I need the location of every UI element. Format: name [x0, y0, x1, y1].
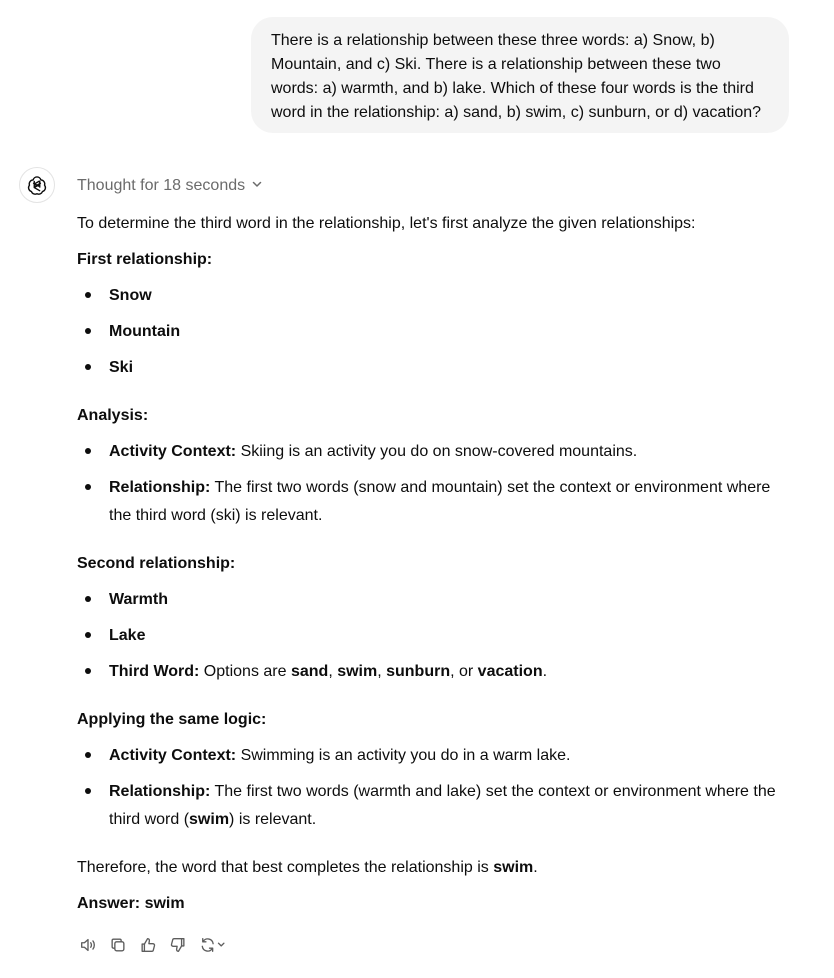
- list-item: [77, 778, 789, 834]
- message-actions-toolbar: [77, 932, 231, 958]
- copy-icon[interactable]: [107, 933, 129, 957]
- list-item: [77, 438, 789, 466]
- regenerate-icon[interactable]: [197, 933, 231, 957]
- list-item-text: Warmth: [109, 591, 168, 608]
- conclusion-text: [77, 856, 538, 880]
- list-item: [77, 742, 789, 770]
- list-item-text: The first two words (warmth and lake) set the context or environment where the third word (: [109, 783, 776, 828]
- apply-heading: Applying the same logic:: [77, 711, 267, 728]
- list-item-label: Activity Context:: [109, 443, 237, 460]
- list-item-bold: swim: [189, 811, 230, 828]
- list-item-label: Relationship:: [109, 783, 211, 800]
- list-item-text: Options are: [199, 663, 291, 680]
- openai-logo-icon: [19, 167, 55, 203]
- list-item-label: Relationship:: [109, 479, 211, 496]
- chevron-down-icon: [251, 174, 263, 198]
- list-item: [77, 282, 789, 310]
- thumbs-down-icon[interactable]: [167, 933, 189, 957]
- option-sand: sand: [290, 663, 329, 680]
- list-item-text: ) is relevant.: [229, 811, 317, 828]
- first-relationship-heading: First relationship:: [77, 251, 213, 268]
- second-relationship-heading: Second relationship:: [77, 555, 236, 572]
- separator: , or: [450, 663, 478, 680]
- separator: ,: [377, 663, 387, 680]
- list-item-text: Snow: [109, 287, 152, 304]
- thought-label: Thought for 18 seconds: [77, 177, 246, 194]
- list-item-text: Ski: [109, 359, 134, 376]
- conclusion-after: .: [533, 859, 538, 876]
- option-vacation: vacation: [477, 663, 543, 680]
- speaker-icon[interactable]: [77, 933, 99, 957]
- user-message-bubble: [251, 17, 789, 133]
- intro-text: To determine the third word in the relationship, let's first analyze the given relationships:: [77, 215, 696, 232]
- analysis-heading: Analysis:: [77, 407, 149, 424]
- separator: .: [542, 663, 548, 680]
- list-item: [77, 474, 789, 530]
- separator: ,: [328, 663, 338, 680]
- option-sunburn: sunburn: [386, 663, 451, 680]
- list-item-text: Mountain: [109, 323, 181, 340]
- user-message-text: There is a relationship between these three words: a) Snow, b) Mountain, and c) Ski. There is a relationship between these two words: a) warmth, and b) lake. Which of these four words is the third word in the relationship: a) sand, b) swim, c) sunburn, or d) vacation?: [271, 32, 762, 121]
- list-item: [77, 622, 789, 650]
- conclusion-bold: swim: [493, 859, 534, 876]
- conclusion-before: Therefore, the word that best completes the relationship is: [77, 859, 494, 876]
- list-item-text: Swimming is an activity you do in a warm lake.: [236, 747, 571, 764]
- thought-toggle[interactable]: [77, 174, 263, 198]
- list-item: [77, 586, 789, 614]
- list-item: [77, 354, 789, 382]
- thumbs-up-icon[interactable]: [137, 933, 159, 957]
- list-item-label: Activity Context:: [109, 747, 237, 764]
- list-item-text: Skiing is an activity you do on snow-covered mountains.: [236, 443, 638, 460]
- list-item: [77, 658, 789, 686]
- list-item-text: Lake: [109, 627, 146, 644]
- option-swim: swim: [337, 663, 378, 680]
- list-item-label: Third Word:: [109, 663, 200, 680]
- list-item: [77, 318, 789, 346]
- list-item-text: The first two words (snow and mountain) set the context or environment where the third word (ski) is relevant.: [109, 479, 771, 524]
- final-answer: Answer: swim: [77, 895, 185, 912]
